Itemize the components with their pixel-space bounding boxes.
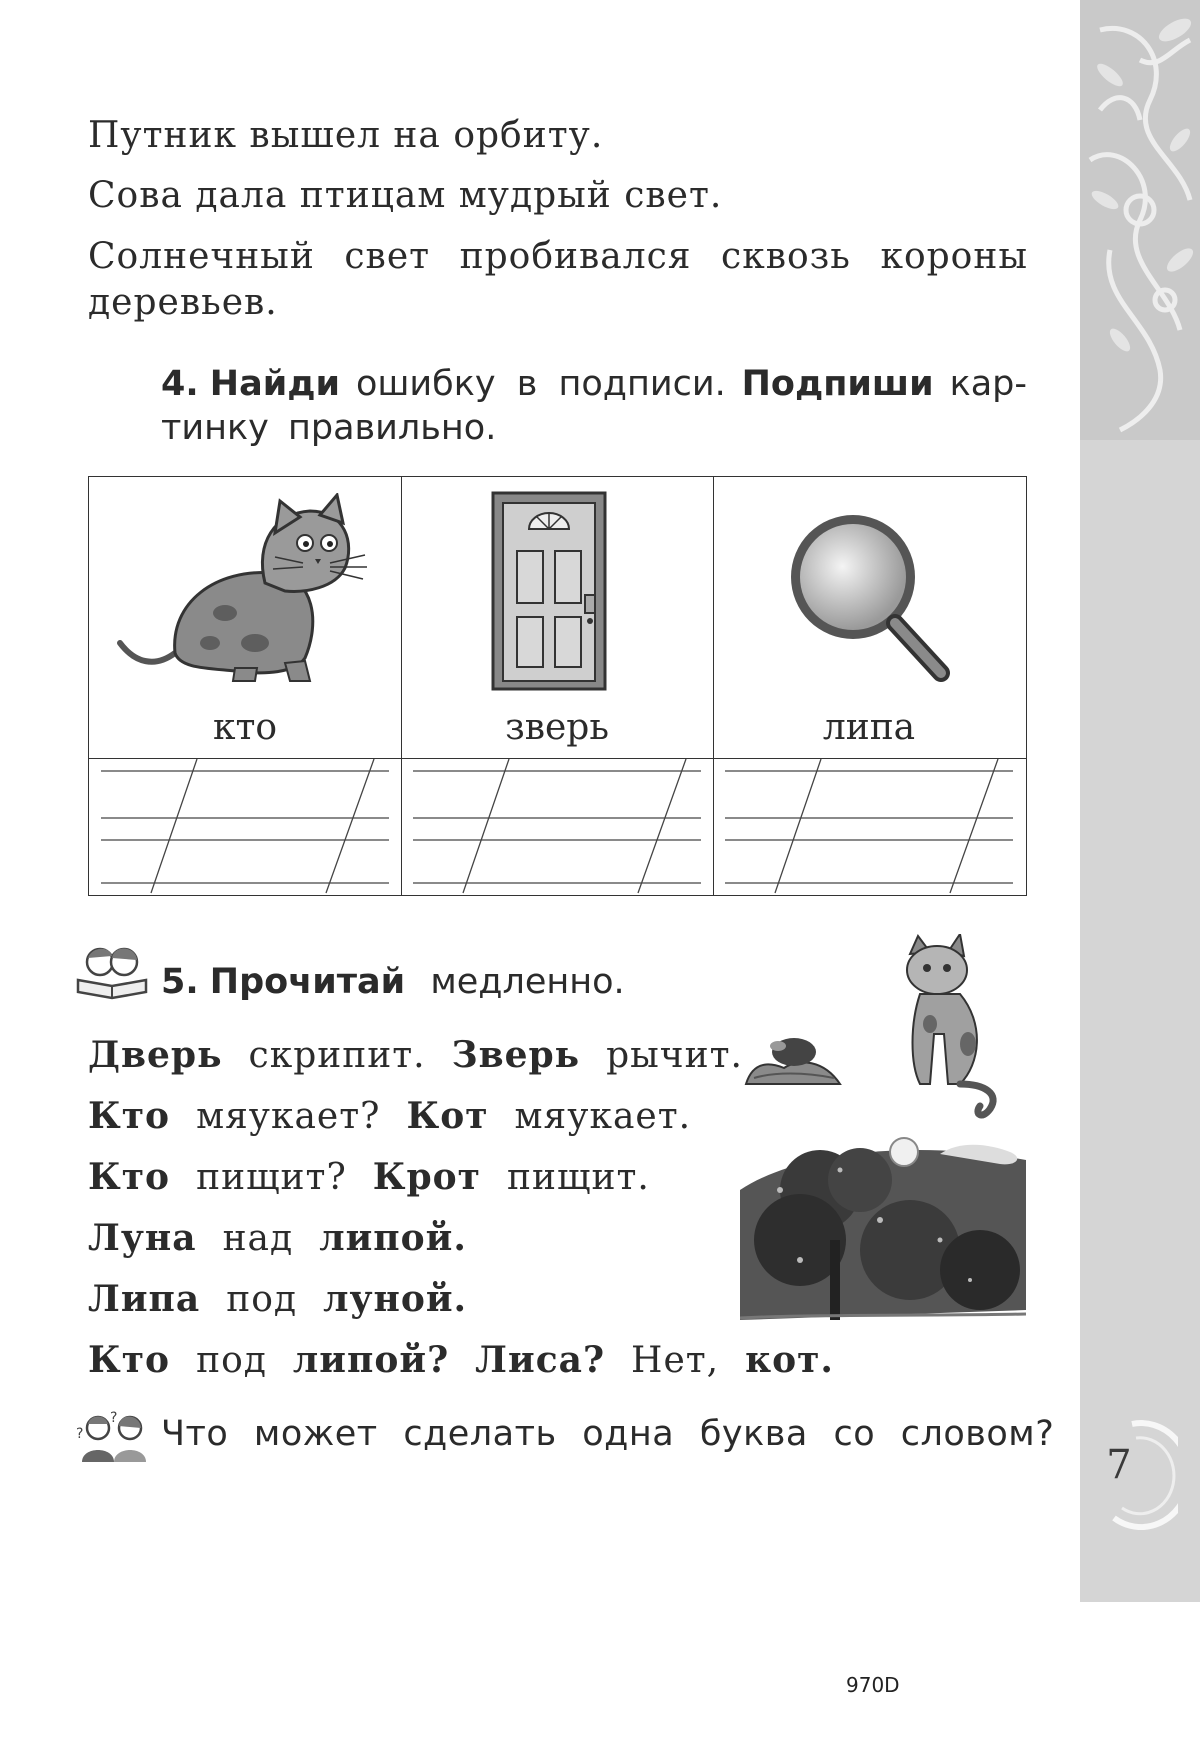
floral-ornament-icon: [1080, 0, 1200, 440]
page-number: 7: [1106, 1442, 1132, 1488]
word: под: [196, 1340, 267, 1381]
word: скрипит.: [248, 1035, 426, 1076]
picture-caption: липа: [822, 707, 916, 748]
sitting-cat-icon: [890, 934, 1010, 1124]
word: Зверь: [451, 1034, 581, 1076]
word: пищит.: [507, 1157, 650, 1198]
word: сквозь: [721, 236, 851, 277]
word: липой.: [319, 1217, 467, 1259]
night-forest-illustration: [740, 1130, 1026, 1334]
task-number: 5.: [161, 962, 199, 1002]
cat-icon: [115, 493, 385, 683]
word: Кто: [88, 1339, 171, 1381]
reading-line: [88, 1095, 717, 1137]
reading-line: [88, 1339, 860, 1381]
word: Кто: [88, 1156, 171, 1198]
word: под: [226, 1279, 298, 1320]
word: свет: [344, 236, 431, 277]
word: Нет,: [631, 1340, 720, 1381]
picture-caption: зверь: [505, 707, 609, 748]
intro-line-1: Путник вышел на орбиту.: [88, 115, 604, 156]
word: Липа: [88, 1278, 201, 1320]
intro-line-4: деревьев.: [88, 282, 278, 323]
intro-line-2: Сова дала птицам мудрый свет.: [88, 175, 723, 216]
footer-code: 970D: [846, 1673, 900, 1697]
writing-lines[interactable]: [89, 759, 1025, 895]
svg-text:?: ?: [110, 1410, 118, 1426]
word: мяукает.: [514, 1096, 692, 1137]
task-verb: Подпиши: [741, 364, 934, 404]
task-text: медленно.: [430, 962, 625, 1002]
task-text: кар-: [949, 364, 1027, 404]
word: Кот: [406, 1095, 489, 1137]
reading-line: [88, 1034, 769, 1076]
page-sidebar: [1080, 0, 1200, 1602]
intro-line-3: [88, 236, 1028, 277]
word: пищит?: [196, 1157, 347, 1198]
word: Кто: [88, 1095, 171, 1137]
task-text: ошибку в подписи.: [355, 364, 726, 404]
word: липой?: [292, 1339, 450, 1381]
word: Дверь: [88, 1034, 223, 1076]
reading-line: [88, 1217, 493, 1259]
task-4-instruction-cont: тинку правильно.: [161, 408, 497, 448]
task-5-instruction: [161, 962, 625, 1002]
word: луной.: [323, 1278, 468, 1320]
discussion-children-icon: [76, 1410, 152, 1464]
picture-caption: кто: [212, 707, 278, 748]
discussion-question: Что может сделать одна буква со словом?: [161, 1414, 1055, 1454]
word: рычит.: [606, 1035, 743, 1076]
task-number: 4.: [161, 364, 199, 404]
word: Лиса?: [475, 1339, 606, 1381]
task-verb: Прочитай: [209, 962, 406, 1002]
word: Солнечный: [88, 236, 315, 277]
reading-line: [88, 1156, 676, 1198]
word: Крот: [372, 1156, 481, 1198]
svg-text:?: ?: [76, 1426, 84, 1442]
mole-icon: [744, 1028, 844, 1088]
word: Луна: [88, 1217, 197, 1259]
reading-line: [88, 1278, 493, 1320]
task-verb: Найди: [209, 364, 341, 404]
word: кот.: [745, 1339, 834, 1381]
picture-table: [88, 476, 1027, 896]
word: пробивался: [459, 236, 692, 277]
word: над: [222, 1218, 294, 1259]
magnifier-icon: [783, 507, 963, 687]
door-icon: [489, 491, 609, 691]
word: короны: [880, 236, 1028, 277]
task-4-instruction: [161, 364, 1027, 404]
word: мяукает?: [196, 1096, 381, 1137]
reading-children-icon: [76, 944, 148, 1000]
